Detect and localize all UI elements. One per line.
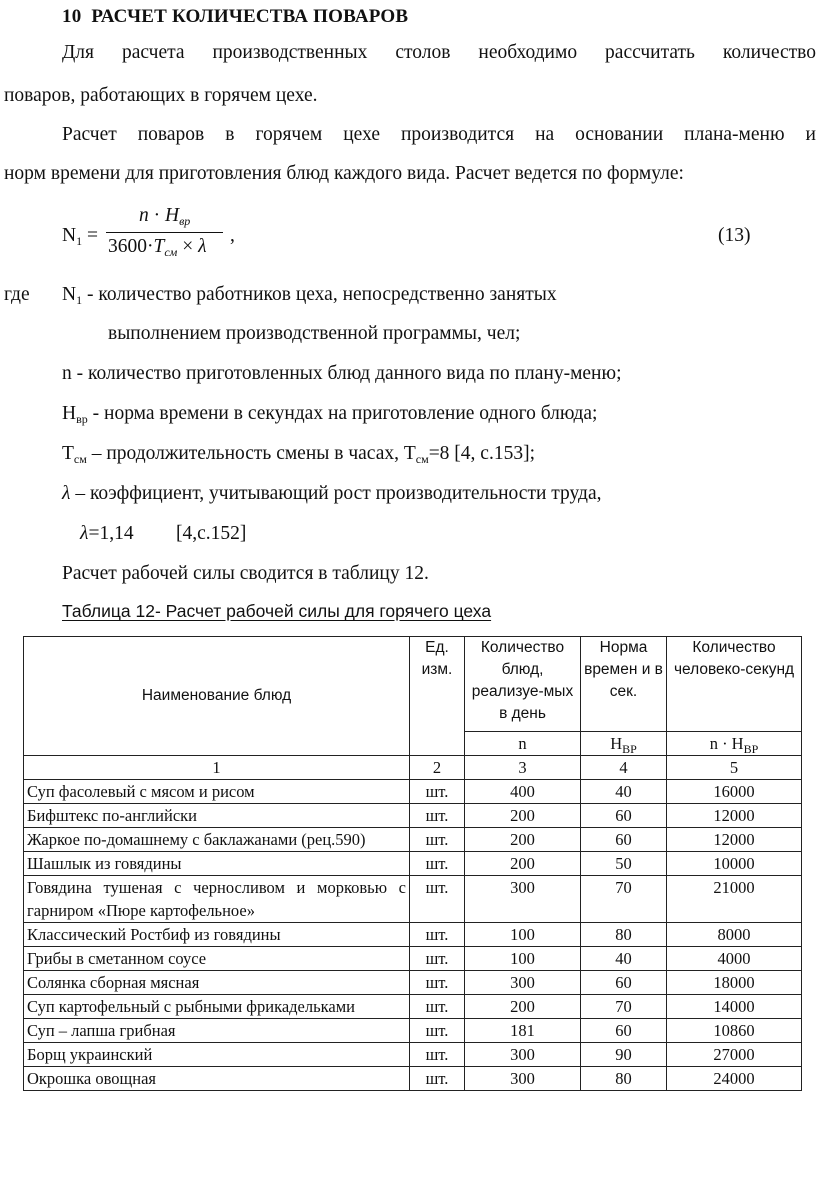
- paragraph-1-line-1: Для расчета производственных столов необходимо рассчитать количество: [62, 42, 816, 63]
- quantity-cell: 300: [465, 1067, 581, 1091]
- dish-name-cell: Суп – лапша грибная: [24, 1019, 410, 1043]
- table-row: [24, 828, 802, 852]
- dish-name-cell: Классический Ростбиф из говядины: [24, 923, 410, 947]
- quantity-cell: 300: [465, 876, 581, 923]
- dish-name-cell: Бифштекс по-английски: [24, 804, 410, 828]
- person-seconds-cell: 21000: [667, 876, 802, 923]
- header-qty: Количество блюд, реализуе-мых в день: [465, 637, 581, 732]
- quantity-cell: 100: [465, 923, 581, 947]
- person-seconds-cell: 4000: [667, 947, 802, 971]
- time-norm-cell: 40: [581, 947, 667, 971]
- table-row: [24, 995, 802, 1019]
- person-seconds-cell: 12000: [667, 828, 802, 852]
- table-row: [24, 852, 802, 876]
- time-norm-cell: 60: [581, 804, 667, 828]
- unit-cell: шт.: [410, 780, 465, 804]
- dish-name-cell: Говядина тушеная с черносливом и морковью с гарниром «Пюре картофельное»: [24, 876, 410, 923]
- column-number-row: [24, 756, 802, 780]
- dish-name-cell: Окрошка овощная: [24, 1067, 410, 1091]
- quantity-cell: 200: [465, 828, 581, 852]
- table-caption: Таблица 12- Расчет рабочей силы для горячего цеха: [62, 601, 492, 621]
- quantity-cell: 400: [465, 780, 581, 804]
- quantity-cell: 300: [465, 971, 581, 995]
- person-seconds-cell: 24000: [667, 1067, 802, 1091]
- paragraph-2-line-1: Расчет поваров в горячем цехе производится на основании плана-меню и: [62, 124, 816, 145]
- quantity-cell: 100: [465, 947, 581, 971]
- unit-cell: шт.: [410, 947, 465, 971]
- column-number: 2: [410, 756, 465, 780]
- formula-comma: ,: [230, 225, 235, 246]
- definition-n1: $N_1$ - количество работников цеха, непосредственно занятых: [62, 284, 557, 307]
- unit-cell: шт.: [410, 804, 465, 828]
- time-norm-cell: 40: [581, 780, 667, 804]
- person-seconds-cell: 18000: [667, 971, 802, 995]
- person-seconds-cell: 16000: [667, 780, 802, 804]
- formula-numerator: $n \cdot H_{вр}$: [139, 205, 191, 228]
- column-number: 3: [465, 756, 581, 780]
- person-seconds-cell: 14000: [667, 995, 802, 1019]
- subheader-qty: n: [465, 732, 581, 756]
- header-total: Количество человеко-секунд: [667, 637, 802, 732]
- dish-name-cell: Суп фасолевый с мясом и рисом: [24, 780, 410, 804]
- table-row: [24, 804, 802, 828]
- quantity-cell: 181: [465, 1019, 581, 1043]
- unit-cell: шт.: [410, 1067, 465, 1091]
- dish-name-cell: Борщ украинский: [24, 1043, 410, 1067]
- section-heading: [62, 6, 408, 28]
- unit-cell: шт.: [410, 828, 465, 852]
- quantity-cell: 200: [465, 852, 581, 876]
- time-norm-cell: 70: [581, 995, 667, 1019]
- unit-cell: шт.: [410, 1043, 465, 1067]
- column-number: 1: [24, 756, 410, 780]
- lambda-value: λ=1,14: [80, 523, 134, 544]
- definition-h: $Н_{вр}$ - норма времени в секундах на приготовление одного блюда;: [62, 403, 598, 426]
- header-name: Наименование блюд: [24, 637, 410, 756]
- dish-name-cell: Грибы в сметанном соусе: [24, 947, 410, 971]
- table-row: [24, 923, 802, 947]
- unit-cell: шт.: [410, 995, 465, 1019]
- person-seconds-cell: 12000: [667, 804, 802, 828]
- table-row: [24, 947, 802, 971]
- person-seconds-cell: 10860: [667, 1019, 802, 1043]
- time-norm-cell: 50: [581, 852, 667, 876]
- unit-cell: шт.: [410, 923, 465, 947]
- fraction-bar: [106, 232, 223, 233]
- dish-name-cell: Солянка сборная мясная: [24, 971, 410, 995]
- unit-cell: шт.: [410, 852, 465, 876]
- column-number: 5: [667, 756, 802, 780]
- time-norm-cell: 60: [581, 1019, 667, 1043]
- formula-lhs: $N_1$ =: [62, 225, 98, 248]
- subheader-total: $n \cdot Н_{ВР}$: [667, 732, 802, 756]
- table-row: [24, 876, 802, 923]
- unit-cell: шт.: [410, 876, 465, 923]
- time-norm-cell: 60: [581, 828, 667, 852]
- definition-n: n - количество приготовленных блюд данного вида по плану-меню;: [62, 363, 622, 384]
- time-norm-cell: 90: [581, 1043, 667, 1067]
- where-label: где: [4, 284, 30, 305]
- header-unit: Ед. изм.: [410, 637, 465, 756]
- dish-name-cell: Шашлык из говядины: [24, 852, 410, 876]
- person-seconds-cell: 27000: [667, 1043, 802, 1067]
- workforce-table: [23, 636, 802, 1091]
- table-row: [24, 780, 802, 804]
- subheader-norm: $Н_{ВР}$: [581, 732, 667, 756]
- table-row: [24, 1067, 802, 1091]
- time-norm-cell: 80: [581, 923, 667, 947]
- header-norm: Норма времен и в сек.: [581, 637, 667, 732]
- quantity-cell: 200: [465, 995, 581, 1019]
- lambda-reference: [4,с.152]: [176, 523, 247, 544]
- table-header-row: [24, 637, 802, 732]
- paragraph-1-line-2: поваров, работающих в горячем цехе.: [4, 85, 318, 106]
- column-number: 4: [581, 756, 667, 780]
- person-seconds-cell: 8000: [667, 923, 802, 947]
- person-seconds-cell: 10000: [667, 852, 802, 876]
- section-title: РАСЧЕТ КОЛИЧЕСТВА ПОВАРОВ: [91, 6, 409, 27]
- definition-lambda: λ – коэффициент, учитывающий рост производительности труда,: [62, 483, 602, 504]
- quantity-cell: 200: [465, 804, 581, 828]
- quantity-cell: 300: [465, 1043, 581, 1067]
- definition-t: $Т_{см}$ – продолжительность смены в часах, $Т_{см}=8$ [4, с.153];: [62, 443, 535, 466]
- formula-denominator: $3600\cdot T_{см} \times \lambda$: [108, 236, 207, 259]
- section-number: 10: [62, 6, 82, 27]
- unit-cell: шт.: [410, 971, 465, 995]
- table-row: [24, 1019, 802, 1043]
- definition-n1-continued: выполнением производственной программы, чел;: [108, 323, 521, 344]
- summary-text: Расчет рабочей силы сводится в таблицу 12.: [62, 563, 429, 584]
- unit-cell: шт.: [410, 1019, 465, 1043]
- dish-name-cell: Суп картофельный с рыбными фрикадельками: [24, 995, 410, 1019]
- time-norm-cell: 80: [581, 1067, 667, 1091]
- time-norm-cell: 60: [581, 971, 667, 995]
- time-norm-cell: 70: [581, 876, 667, 923]
- formula-number: (13): [718, 225, 751, 246]
- table-row: [24, 1043, 802, 1067]
- table-row: [24, 971, 802, 995]
- dish-name-cell: Жаркое по-домашнему с баклажанами (рец.590): [24, 828, 410, 852]
- paragraph-2-line-2: норм времени для приготовления блюд каждого вида. Расчет ведется по формуле:: [4, 163, 684, 184]
